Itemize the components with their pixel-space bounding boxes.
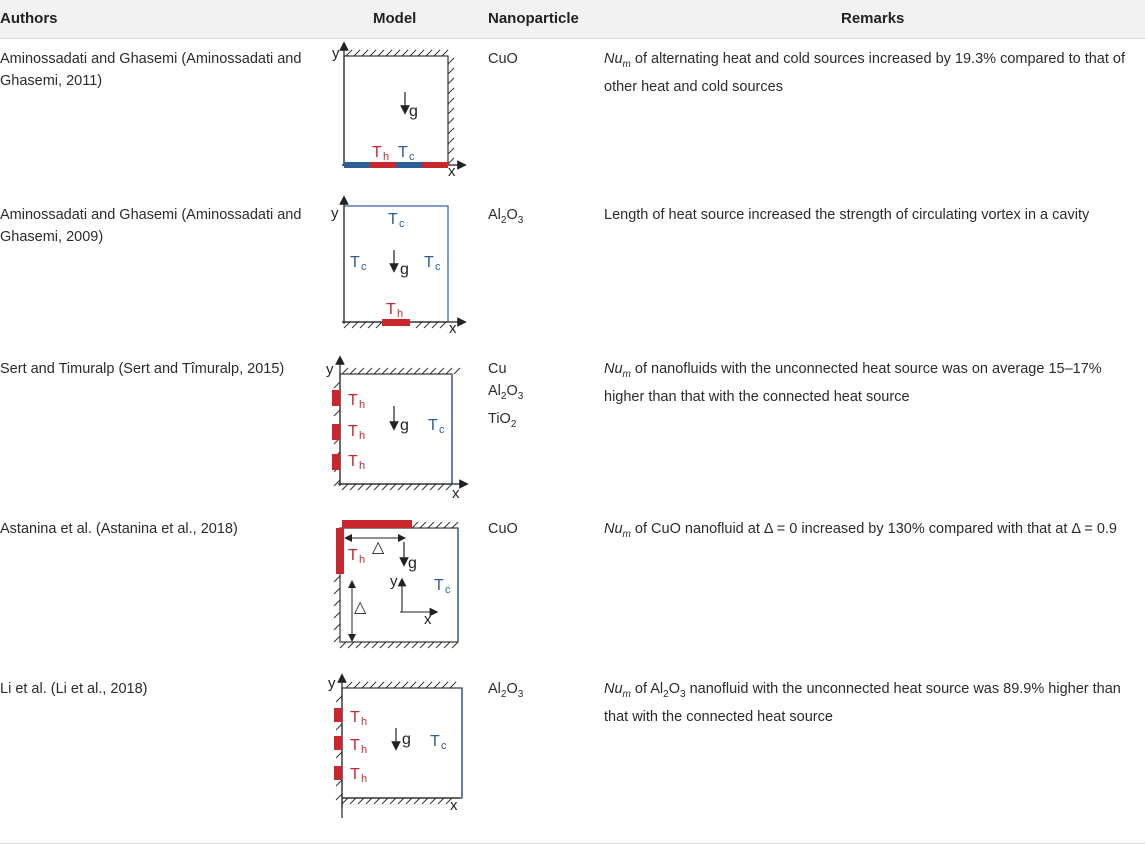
cold-label: T [434,577,444,594]
hot-label: T [386,301,396,318]
gravity-label: g [409,103,418,120]
gravity-label: g [402,731,411,748]
y-axis-label: y [390,573,398,590]
table-row [0,668,1145,843]
cold-label: T [428,417,438,434]
model-diagram [318,508,478,658]
remark-text: of alternating heat and cold sources increased by 19.3% compared to that of other heat and cold sources [604,51,1126,95]
remark-text: nanofluid with the unconnected heat source was 89.9% higher than that with the connected heat source [604,681,1121,725]
remark-symbol-sub: m [622,528,631,540]
table-row [0,194,1145,348]
hot-label-sub: h [359,460,366,472]
remark-symbol: Nu [604,521,623,537]
nanoparticle-item: $Al_2O_3$ [488,681,524,700]
cold-label: T [398,144,408,161]
remark-symbol: Nu [604,361,623,377]
gravity-label: g [400,417,409,434]
y-axis-label: y [328,675,336,692]
hot-label-sub: h [359,554,366,566]
hot-label-sub: h [359,430,366,442]
model-diagram [318,668,478,818]
hot-label: T [348,392,358,409]
hot-label: T [350,737,360,754]
hot-label: T [350,709,360,726]
cold-label-sub: c [435,261,441,273]
nanoparticle-item: Cu [488,361,507,377]
x-axis-label: x [450,797,458,814]
remark-symbol-sub: m [622,368,631,380]
hot-label-sub: h [383,151,390,163]
y-axis-label: y [326,361,334,378]
model-cavity-svg [318,508,478,664]
x-axis-label: x [449,320,457,337]
table-row [0,348,1145,508]
remarks-cell [604,518,1145,546]
authors-cell: Astanina et al. (Astanina et al., 2018) [0,521,238,537]
delta-label: △ [354,597,367,616]
cold-label: T [350,254,360,271]
remarks-cell: $Nu_m$ of $Al_2O_3$ nanofluid with the unconnected heat source was 89.9% higher than that with the connected heat source [604,681,1121,725]
hot-label: T [348,423,358,440]
x-axis-label: x [448,163,456,180]
model-diagram [318,194,478,344]
model-cavity-svg [318,194,478,344]
remark-text: of CuO nanofluid at Δ = 0 increased by 130% compared with that at Δ = 0.9 [630,521,1117,537]
hot-label-sub: h [361,716,368,728]
header-remarks: Remarks [841,10,905,27]
model-cavity-svg [318,668,478,838]
nanoparticle-cell [488,48,588,70]
y-axis-label: y [331,205,339,222]
nanoparticle-cell [488,358,588,436]
cold-label-sub: c [439,424,445,436]
cold-label-sub: c [399,218,405,230]
remarks-cell [604,358,1145,408]
hot-label-sub: h [361,773,368,785]
hot-label: T [372,144,382,161]
nanoparticle-cell [488,204,588,232]
authors-cell: Aminossadati and Ghasemi (Aminossadati and Ghasemi, 2011) [0,51,302,89]
header-nanoparticle: Nanoparticle [488,10,579,27]
cold-label: T [388,211,398,228]
authors-cell: Sert and Timuralp (Sert and Tîmuralp, 2015) [0,361,285,377]
hot-label: T [348,547,358,564]
hot-label: T [348,453,358,470]
header-authors: Authors [0,10,58,27]
cold-label-sub: c [409,151,415,163]
y-axis-label: y [332,45,340,62]
nanoparticle-cell [488,678,588,706]
hot-label-sub: h [397,308,404,320]
nanoparticle-item: TiO$_2$ [488,410,517,430]
model-diagram [318,348,478,502]
authors-cell: Aminossadati and Ghasemi (Aminossadati and Ghasemi, 2009) [0,207,302,245]
delta-label: △ [372,537,385,556]
cold-label-sub: c [445,584,451,596]
cold-label: T [424,254,434,271]
remark-text: of nanofluids with the unconnected heat source was on average 15–17% higher than that with the connected heat source [604,361,1102,405]
hot-label-sub: h [361,744,368,756]
model-diagram [318,38,478,188]
x-axis-label: x [452,485,460,502]
authors-cell: Li et al. (Li et al., 2018) [0,681,148,697]
remark-symbol: Nu [604,681,623,697]
x-axis-label: x [424,611,432,628]
gravity-label: g [408,555,417,572]
hot-label-sub: h [359,399,366,411]
remarks-cell [604,48,1145,98]
nanoparticle-cell [488,518,588,540]
remark-symbol-sub: m [622,688,631,700]
table-header [0,0,1145,39]
model-cavity-svg [318,38,478,188]
cold-label: T [430,733,440,750]
gravity-label: g [400,261,409,278]
remark-symbol: Nu [604,51,623,67]
table-row [0,38,1145,194]
cold-label-sub: c [361,261,367,273]
hot-label: T [350,766,360,783]
nanoparticle-item: $Al_2O_3$ [488,207,524,226]
nanoparticle-item: $Al_2O_3$ [488,383,524,402]
nanoparticle-item: CuO [488,521,518,537]
table-row [0,508,1145,668]
header-model: Model [373,10,417,27]
remarks-cell: Length of heat source increased the strength of circulating vortex in a cavity [604,207,1090,223]
remark-symbol-sub: m [622,58,631,70]
cold-label-sub: c [441,740,447,752]
model-cavity-svg [318,348,478,504]
nanoparticle-item: CuO [488,51,518,67]
